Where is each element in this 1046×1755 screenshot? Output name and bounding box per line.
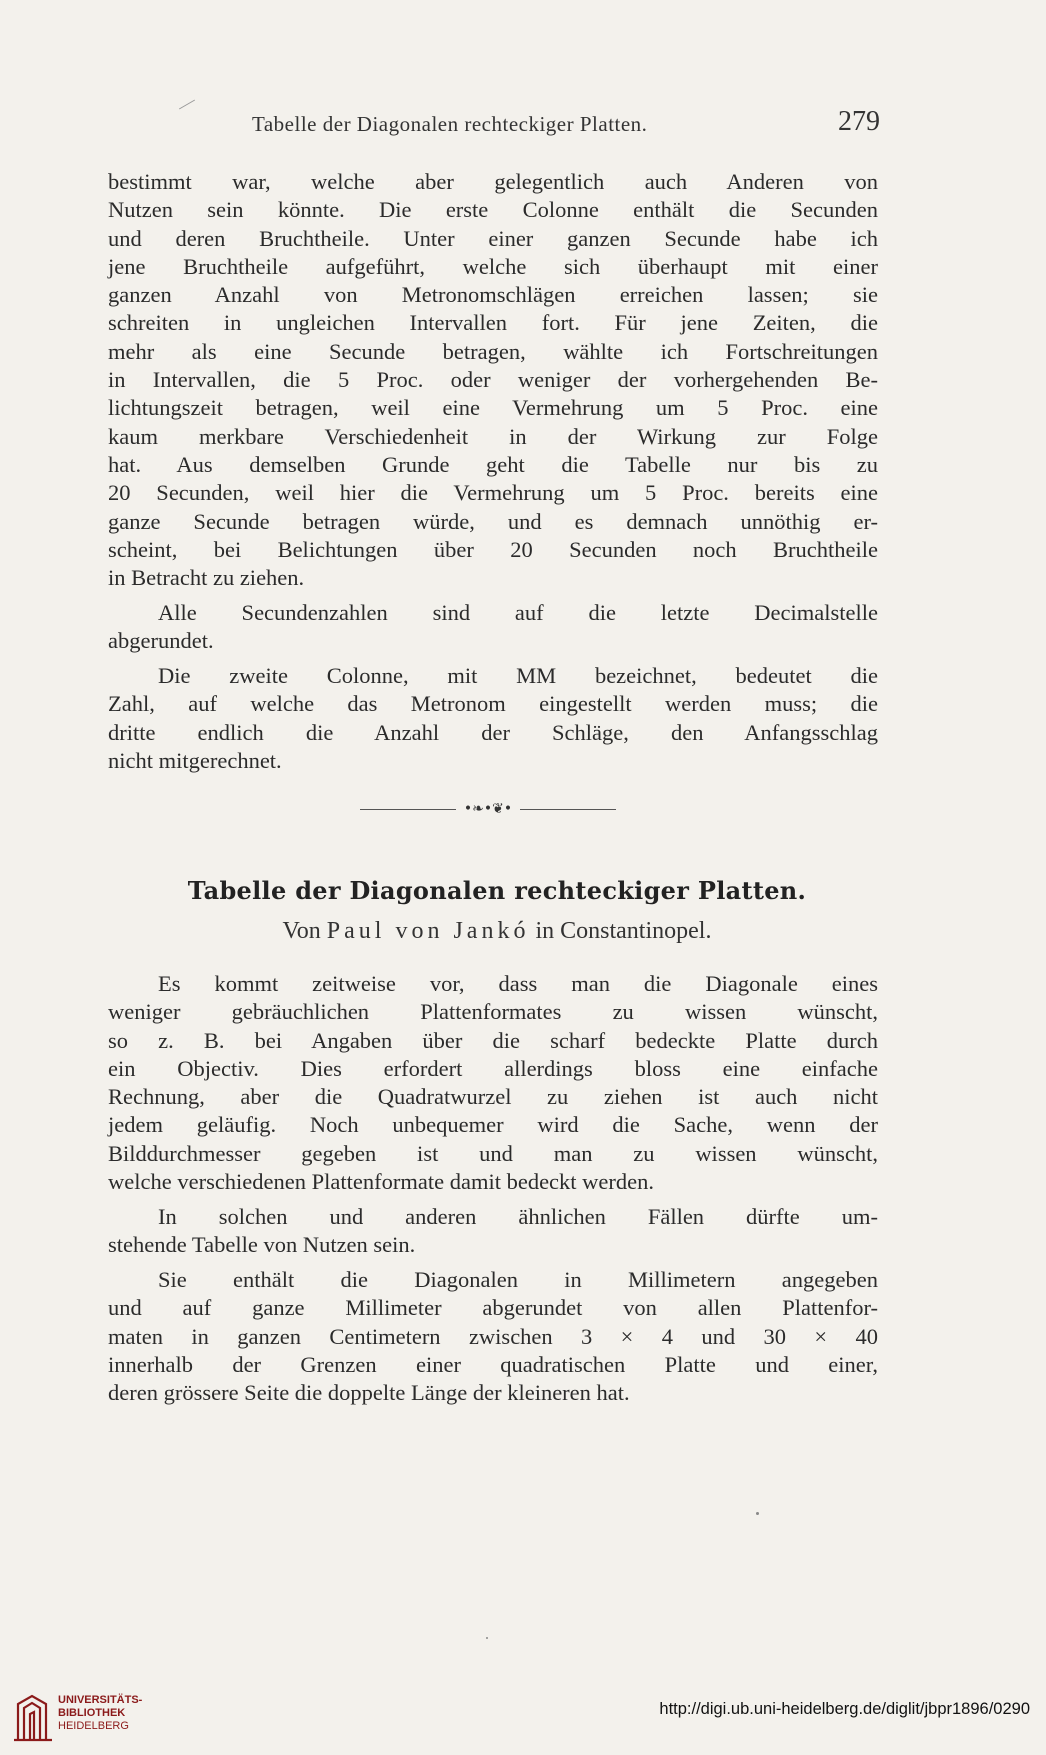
library-name-line-2: BIBLIOTHEK bbox=[58, 1707, 126, 1719]
text-line: In solchen und anderen ähnlichen Fällen dürfte um- bbox=[158, 1204, 878, 1229]
scan-speck bbox=[486, 1637, 488, 1639]
text-line: stehende Tabelle von Nutzen sein. bbox=[108, 1232, 416, 1258]
article-paragraph bbox=[108, 970, 878, 1196]
text-line: jene Bruchtheile aufgeführt, welche sich überhaupt mit einer bbox=[108, 253, 878, 279]
text-line: und auf ganze Millimeter abgerundet von allen Plattenfor- bbox=[108, 1295, 878, 1321]
article-title: Tabelle der Diagonalen rechteckiger Platten. bbox=[187, 876, 807, 905]
previous-section-paragraph-3 bbox=[108, 662, 878, 775]
section-divider bbox=[360, 801, 616, 817]
byline-suffix: in Constantinopel. bbox=[529, 918, 712, 944]
library-name-line-3: HEIDELBERG bbox=[58, 1720, 129, 1732]
previous-section bbox=[108, 168, 878, 592]
paragraph-1 bbox=[108, 168, 878, 592]
text-line: innerhalb der Grenzen einer quadratischen Platte und einer, bbox=[108, 1351, 878, 1377]
text-line: Rechnung, aber die Quadratwurzel zu ziehen ist auch nicht bbox=[108, 1084, 878, 1110]
text-line: Zahl, auf welche das Metronom eingestellt werden muss; die bbox=[108, 691, 878, 717]
article-paragraph bbox=[108, 1266, 878, 1407]
library-name-line-1: UNIVERSITÄTS- bbox=[58, 1694, 143, 1706]
text-line: Es kommt zeitweise vor, dass man die Diagonale eines bbox=[158, 971, 878, 996]
text-line: schreiten in ungleichen Intervallen fort. Für jene Zeiten, die bbox=[108, 310, 878, 336]
text-line: Nutzen sein könnte. Die erste Colonne enthält die Secunden bbox=[108, 197, 878, 223]
text-line: hat. Aus demselben Grunde geht die Tabelle nur bis zu bbox=[108, 451, 878, 477]
text-line: mehr als eine Secunde betragen, wählte ich Fortschreitungen bbox=[108, 338, 878, 364]
text-line: maten in ganzen Centimetern zwischen 3 × 4 und 30 × 40 bbox=[108, 1323, 878, 1349]
text-line: in Betracht zu ziehen. bbox=[108, 565, 305, 591]
text-line: lichtungszeit betragen, weil eine Vermehrung um 5 Proc. eine bbox=[108, 395, 878, 421]
text-line: jedem geläufig. Noch unbequemer wird die Sache, wenn der bbox=[108, 1112, 878, 1138]
text-line: Alle Secundenzahlen sind auf die letzte Decimalstelle bbox=[158, 600, 878, 625]
text-line: ganzen Anzahl von Metronomschlägen erreichen lassen; sie bbox=[108, 282, 878, 308]
divider-rule-right bbox=[520, 809, 616, 810]
text-line: Bilddurchmesser gegeben ist und man zu wissen wünscht, bbox=[108, 1140, 878, 1166]
byline-prefix: Von bbox=[282, 918, 327, 944]
byline-author: Paul von Jankó bbox=[326, 918, 530, 944]
divider-rule-left bbox=[360, 809, 456, 810]
library-name bbox=[58, 1694, 142, 1733]
text-line: so z. B. bei Angaben über die scharf bedeckte Platte durch bbox=[108, 1027, 878, 1053]
text-line: scheint, bei Belichtungen über 20 Secunden noch Bruchtheile bbox=[108, 536, 878, 562]
paragraph-3 bbox=[108, 662, 878, 775]
article-paragraph-2 bbox=[108, 1203, 878, 1260]
paragraph-2 bbox=[108, 599, 878, 656]
scan-speck bbox=[756, 1512, 759, 1515]
page-header bbox=[112, 106, 880, 146]
article-byline bbox=[112, 918, 882, 945]
text-line: deren grössere Seite die doppelte Länge der kleineren hat. bbox=[108, 1380, 630, 1406]
running-title: Tabelle der Diagonalen rechteckiger Platten. bbox=[252, 112, 648, 136]
text-line: in Intervallen, die 5 Proc. oder weniger der vorhergehenden Be- bbox=[108, 367, 878, 393]
previous-section-paragraph-2 bbox=[108, 599, 878, 656]
text-line: Sie enthält die Diagonalen in Millimetern angegeben bbox=[158, 1267, 878, 1292]
divider-ornament: •❧•❦• bbox=[463, 801, 513, 817]
text-line: ganze Secunde betragen würde, und es demnach unnöthig er- bbox=[108, 508, 878, 534]
page-number: 279 bbox=[838, 106, 880, 137]
library-logo-icon bbox=[12, 1690, 56, 1746]
text-line: Die zweite Colonne, mit MM bezeichnet, bedeutet die bbox=[158, 663, 878, 688]
text-line: welche verschiedenen Plattenformate damit bedeckt werden. bbox=[108, 1169, 655, 1195]
text-line: nicht mitgerechnet. bbox=[108, 747, 282, 773]
article-paragraph bbox=[108, 1203, 878, 1260]
text-line: und deren Bruchtheile. Unter einer ganzen Secunde habe ich bbox=[108, 225, 878, 251]
text-line: abgerundet. bbox=[108, 628, 214, 654]
article-paragraph-3 bbox=[108, 1266, 878, 1407]
text-line: 20 Secunden, weil hier die Vermehrung um 5 Proc. bereits eine bbox=[108, 480, 878, 506]
text-line: dritte endlich die Anzahl der Schläge, den Anfangsschlag bbox=[108, 719, 878, 745]
digitization-footer bbox=[0, 1680, 1046, 1755]
text-line: kaum merkbare Verschiedenheit in der Wirkung zur Folge bbox=[108, 423, 878, 449]
text-line: ein Objectiv. Dies erfordert allerdings bloss eine einfache bbox=[108, 1055, 878, 1081]
article-paragraph-1 bbox=[108, 970, 878, 1196]
source-url-link[interactable]: http://digi.ub.uni-heidelberg.de/diglit/jbpr1896/0290 bbox=[659, 1700, 1030, 1718]
text-line: weniger gebräuchlichen Plattenformates zu wissen wünscht, bbox=[108, 999, 878, 1025]
text-line: bestimmt war, welche aber gelegentlich auch Anderen von bbox=[108, 169, 878, 194]
